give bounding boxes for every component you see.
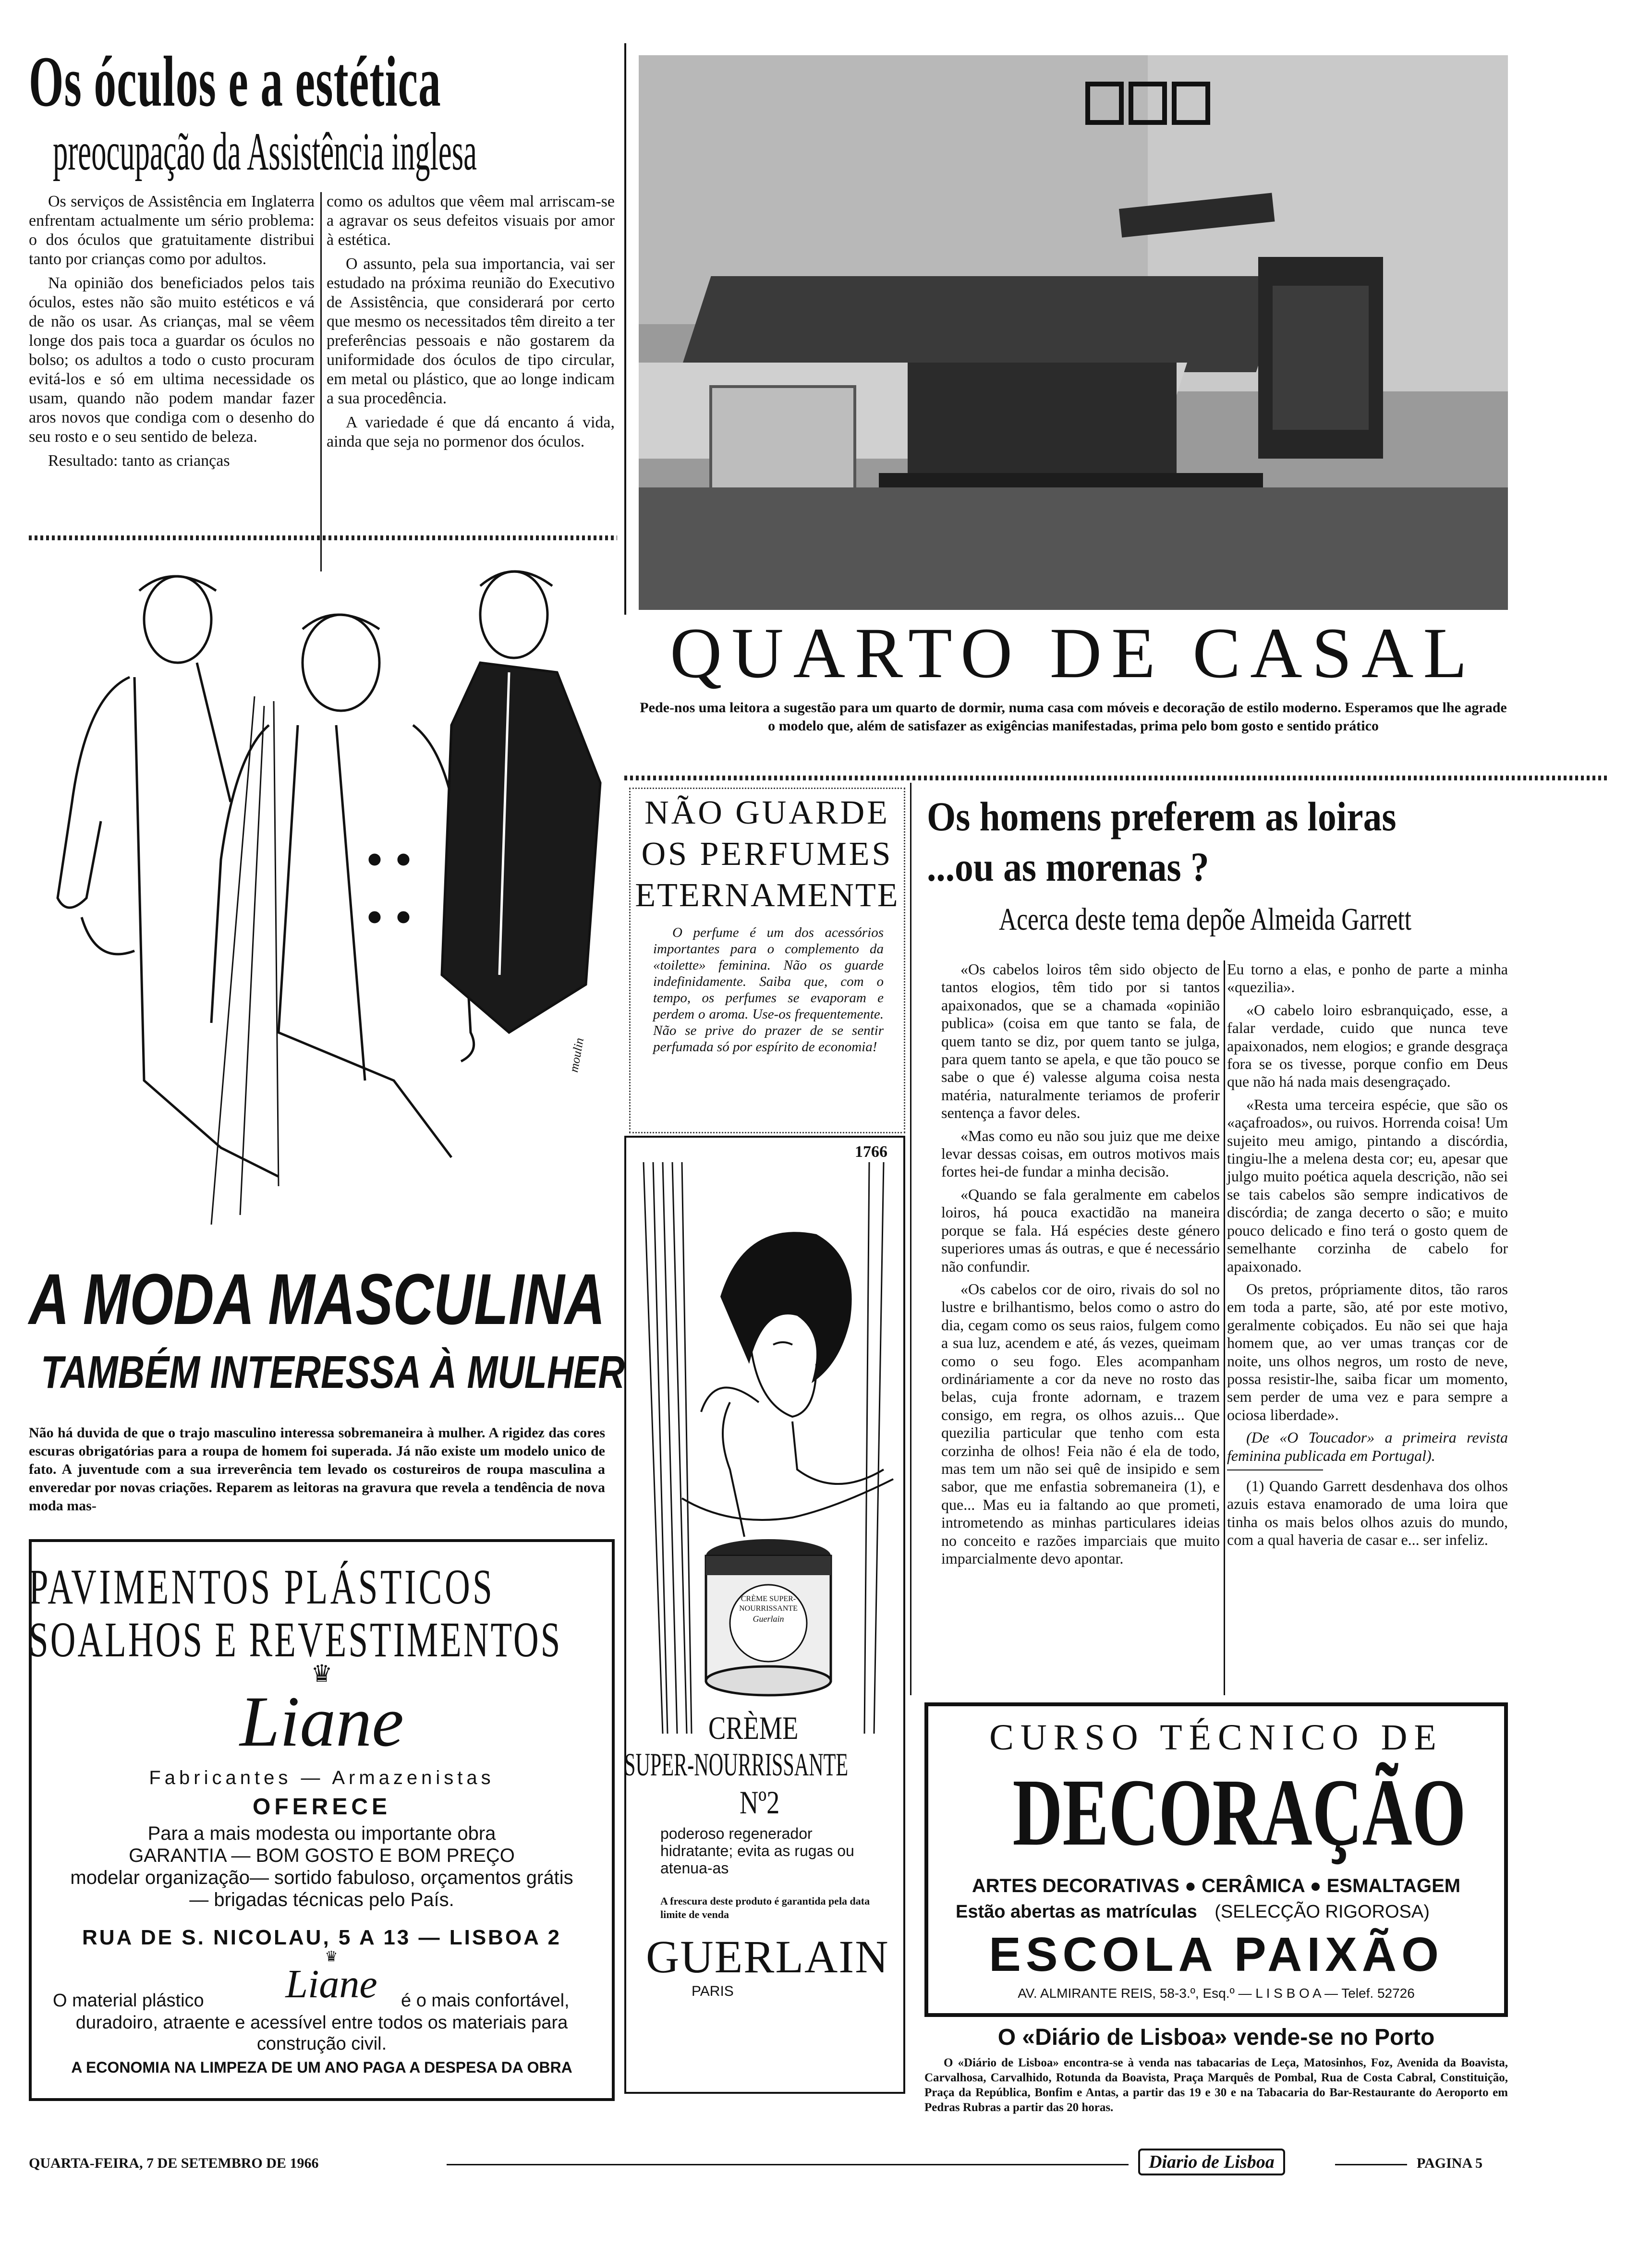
illustrator-signature: moulin: [567, 1036, 587, 1074]
liane-fabricantes: Fabricantes — Armazenistas: [149, 1767, 495, 1788]
guerlain-brand: GUERLAIN: [646, 1931, 889, 1982]
oculos-col1: [29, 192, 315, 475]
curso-line2: DECORAÇÃO: [1012, 1760, 1466, 1866]
porto-text: O «Diário de Lisboa» encontra-se à venda nas tabacarias de Leça, Matosinhos, Foz, Avenida da Boavista, Carvalhosa, Carvalhido, Rotunda da Boavista, Praça Marquês de Pombal, Rua de Costa Cabral, Constituição, Praça da República, Bonfim e Antas, a partir das 19 e 30 e na Tabacaria do Bar-Restaurante do Aeroporto em Pedras Rubras a partir das 20 horas.: [924, 2056, 1508, 2114]
quarto-title: QUARTO DE CASAL: [670, 613, 1477, 693]
footer-page: PAGINA 5: [1417, 2155, 1482, 2171]
guerlain-note: A frescura deste produto é garantida pela data limite de venda: [660, 1895, 870, 1920]
curso-school: ESCOLA PAIXÃO: [989, 1928, 1444, 1981]
bedroom-image: [639, 55, 1508, 610]
liane-slogan: A ECONOMIA NA LIMPEZA DE UM ANO PAGA A DESPESA DA OBRA: [71, 2059, 572, 2076]
paragraph: «Quando se fala geralmente em cabelos loiros, há pouca exactidão na maneira porque se fala. Há espécies deste género superiores umas ás outras, e que é necessário não confundir.: [941, 1185, 1220, 1275]
liane-text4-left: O material plástico: [53, 1991, 204, 2011]
paragraph: «O cabelo loiro esbranquiçado, esse, a falar verdade, cuido que nunca teve apaixonados, nem elogios; e grande desgraça fora se os tivesse, porque confio em Deus que não há nada mais desengraçado.: [1227, 1001, 1508, 1091]
men-fashion-illustration: [29, 552, 624, 1244]
perfumes-title: NÃO GUARDE OS PERFUMES ETERNAMENTE: [635, 794, 899, 914]
homens-col1: [941, 960, 1220, 1572]
footer-date: QUARTA-FEIRA, 7 DE SETEMBRO DE 1966: [29, 2155, 319, 2171]
footer-rule: [1335, 2164, 1407, 2165]
liane-headline: PAVIMENTOS PLÁSTICOS SOALHOS E REVESTIMENTOS: [29, 1559, 562, 1667]
paragraph: A variedade é que dá encanto á vida, ainda que seja no pormenor dos óculos.: [327, 413, 615, 450]
paragraph: Os pretos, própriamente ditos, tão raros em toda a parte, são, até por este motivo, geralmente cobiçados. Eu não sei que haja homem que, ao ver umas tranças cor de noite, uns olhos negros, um rosto de neve, possa resistir-lhe, saiba ficar um momento, sem perder de uma vez e para sempre a ociosa liberdade».: [1227, 1280, 1508, 1423]
hair: [720, 1232, 852, 1383]
homens-subtitle: Acerca deste tema depõe Almeida Garrett: [999, 902, 1411, 937]
article-source: (De «O Toucador» a primeira revista feminina publicada em Portugal).: [1227, 1429, 1508, 1464]
homens-headline-2: ...ou as morenas ?: [927, 844, 1209, 890]
liane-address: RUA DE S. NICOLAU, 5 A 13 — LISBOA 2: [82, 1926, 562, 1949]
homens-col2: [1227, 960, 1508, 1554]
oculos-title: Os óculos e a estética: [29, 42, 441, 121]
paragraph: como os adultos que vêem mal arriscam-se a agravar os seus defeitos visuais por amor à estética.: [327, 193, 615, 249]
quarto-photo: [639, 55, 1508, 610]
porto-title: O «Diário de Lisboa» vende-se no Porto: [997, 2025, 1435, 2050]
homens-headline: Os homens preferem as loiras: [927, 793, 1397, 839]
guerlain-city: PARIS: [692, 1983, 734, 1999]
liane-text: Para a mais modesta ou importante obra GARANTIA — BOM GOSTO E BOM PREÇO modelar organização— sortido fabuloso, orçamentos grátis — brigadas técnicas pelo País.: [70, 1823, 573, 1910]
curso-line4: Estão abertas as matrículas (SELECÇÃO RIGOROSA): [956, 1902, 1430, 1922]
paragraph: «Os cabelos loiros têm sido objecto de tantos elogios, têm tido por si tantos apaixonados, que se a chamada «opinião publica» (coisa em que tanto se fala, de quem tanto se diz, por quem tanto se julga, para quem tanto se apela, e que tão pouco se sabe o que é) valesse alguma coisa nesta matéria, naturalmente teriamos de proferir sentença a favor deles.: [941, 960, 1220, 1122]
moda-subtitle: TAMBÉM INTERESSA À MULHER: [41, 1347, 625, 1398]
ad-number: 1766: [855, 1143, 887, 1161]
section-divider: [29, 535, 617, 540]
liane-oferece: OFERECE: [252, 1794, 391, 1820]
curso-address: AV. ALMIRANTE REIS, 58-3.º, Esq.º — L I S B O A — Telef. 52726: [1018, 1986, 1415, 2001]
footer-masthead: Diario de Lisboa: [1138, 2149, 1285, 2175]
paragraph: O assunto, pela sua importancia, vai ser estudado na próxima reunião do Executivo de Assistência, que considerará por certo que mesmo os necessitados têm direito a ter preferências pessoais e não gostarem da uniformidade dos óculos de tipo circular, em metal ou plástico, que ao longe indicam a sua procedência.: [327, 255, 615, 407]
paragraph: Resultado: tanto as crianças: [48, 452, 230, 470]
jar-label: CRÈME SUPER-NOURRISSANTE Guerlain: [739, 1595, 798, 1624]
paragraph: Eu torno a elas, e ponho de parte a minha «quezilia».: [1227, 960, 1508, 996]
crown-icon: ♛: [325, 1949, 338, 1965]
curso-line1: CURSO TÉCNICO DE: [989, 1717, 1443, 1758]
moda-illustration: [29, 552, 624, 1244]
guerlain-desc: poderoso regenerador hidratante; evita as rugas ou atenua-as: [660, 1825, 854, 1877]
column-divider: [624, 43, 626, 615]
oculos-subtitle: preocupação da Assistência inglesa: [53, 122, 477, 182]
column-divider: [910, 783, 911, 1695]
guerlain-illustration: [634, 1162, 896, 1734]
section-divider: [624, 776, 1609, 780]
paragraph: «Resta uma terceira espécie, que são os «açafroados», ou ruivos. Horrenda coisa! Um sujeito meu amigo, pintando a discórdia, tingiu-lhe a melena desta cor; eu, apesar que julgo muito poética aquela descrição, não sei se tais cabelos são sempre indicativos de discórdia; de zanga decerto o são; e muito pouco delicado e fino terá o gosto quem de semelhante corzinha de cabelo for apaixonado.: [1227, 1095, 1508, 1275]
paragraph: «Os cabelos cor de oiro, rivais do sol no lustre e brilhantismo, belos como o astro do dia, cegam como os seus raios, fulgem como a sua luz, acendem e até, ás vezes, queimam como o seu fogo. Eles acompanham ordináriamente a cor da neve no rosto das belas, cuja fronte adornam, e trazem consigo, em regra, os olhos azuis... Que quezilia particular que tenho com esta corzinha de olhos! Feia não é ela de todo, mas tem um não sei quê de insipido e sem sabor, que me enfastia sobremaneira (1), e que... Mas eu ia faltando ao que prometi, intrometendo as minhas particulares ideias no conceito e razões imparciais que muito imparcialmente devo apontar.: [941, 1280, 1220, 1567]
paragraph: Na opinião dos beneficiados pelos tais óculos, estes não são muito estéticos e vá de não os usar. As crianças, mal se vêem longe dos pais toca a guardar os óculos no bolso; os adultos a todo o custo procuram evitá-los e só em ultima necessidade os usam, quando não podem mandar fazer aros novos que condiga com o desenho do seu rosto e o seu sentido de beleza.: [29, 274, 315, 446]
footer-rule: [447, 2164, 1129, 2165]
crown-icon: ♛: [311, 1660, 333, 1687]
curso-line3: ARTES DECORATIVAS ● CERÂMICA ● ESMALTAGEM: [972, 1875, 1461, 1896]
woman-illustration: [634, 1162, 896, 1734]
liane-logo-2: ♛ Liane: [269, 1950, 394, 2004]
perfumes-text: O perfume é um dos acessórios importantes para o complemento da «toilette» feminina. Não os guarde indefinidamente. Saiba que, com o tempo, os perfumes se evaporam e perdem o aroma. Use-os frequentemente. Não se prive do prazer de se sentir perfumada só por espírito de economia!: [653, 925, 884, 1055]
liane-text4-right: é o mais confortável,: [401, 1991, 570, 2011]
liane-text5: duradoiro, atraente e acessível entre todos os materiais para construção civil.: [75, 2013, 568, 2054]
moda-text: Não há duvida de que o trajo masculino interessa sobremaneira à mulher. A rigidez das cores escuras obrigatórias para a roupa de homem foi superada. Já não existe um modelo unico de fato. A juventude com a sua irreverência tem levado os costureiros de roupa masculina a enveredar por novas criações. Reparem as leitoras na gravura que revela a tendência de nova moda mas-: [29, 1425, 605, 1514]
column-divider: [1224, 960, 1225, 1695]
footnote: (1) Quando Garrett desdenhava dos olhos azuis estava enamorado de uma loira que tinha os mais belos olhos azuis do mundo, com a qual haveria de casar e... ser infeliz.: [1227, 1477, 1508, 1549]
quarto-caption: Pede-nos uma leitora a sugestão para um quarto de dormir, numa casa com móveis e decoração de estilo moderno. Esperamos que lhe agrade o modelo que, além de satisfazer as exigências manifestadas, prima pelo bom gosto e sentido prático: [640, 700, 1507, 734]
paragraph: Os serviços de Assistência em Inglaterra enfrentam actualmente um sério problema: o dos óculos que gratuitamente distribui tanto por crianças como por adultos.: [29, 193, 315, 268]
paragraph: «Mas como eu não sou juiz que me deixe levar dessas coisas, em outros motivos mais fortes hei-de fundar a minha decisão.: [941, 1127, 1220, 1180]
oculos-article: [29, 42, 617, 526]
oculos-col2: [327, 192, 615, 456]
moda-title: A MODA MASCULINA: [29, 1259, 606, 1339]
column-divider: [320, 192, 322, 571]
liane-logo: ♛ Liane: [29, 1662, 615, 1758]
guerlain-product: CRÈME SUPER-NOURRISSANTE Nº2: [624, 1710, 849, 1821]
